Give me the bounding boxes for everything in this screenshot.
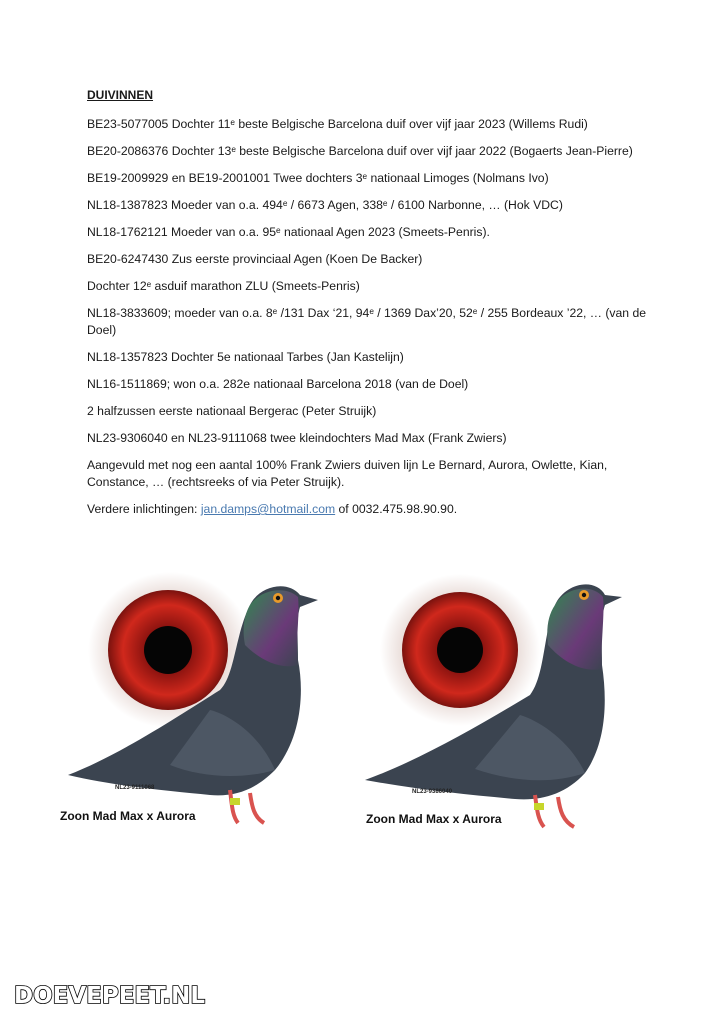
pedigree-entry: Aangevuld met nog een aantal 100% Frank Zwiers duiven lijn Le Bernard, Aurora, Owlette, Kian, Constance, … (rechtsreeks of via Peter Struijk). [87,458,608,489]
site-watermark: DOEVEPEET.NL [14,983,205,1009]
photo-caption: Zoon Mad Max x Aurora [366,812,502,826]
document-body [87,88,647,518]
pedigree-entry: BE23-5077005 Dochter 11ᵉ beste Belgische Barcelona duif over vijf jaar 2023 (Willems Rudi) [87,117,588,131]
pedigree-entry: NL18-1387823 Moeder van o.a. 494ᵉ / 6673 Agen, 338ᵉ / 6100 Narbonne, … (Hok VDC) [87,198,563,212]
pigeon-photo-2 [360,565,640,840]
pedigree-entry: NL18-1762121 Moeder van o.a. 95ᵉ nationaal Agen 2023 (Smeets-Penris). [87,225,490,239]
pedigree-list [87,116,647,491]
pedigree-entry: BE19-2009929 en BE19-2001001 Twee dochters 3ᵉ nationaal Limoges (Nolmans Ivo) [87,171,549,185]
pedigree-entry: NL18-3833609; moeder van o.a. 8ᵉ /131 Dax ‘21, 94ᵉ / 1369 Dax’20, 52ᵉ / 255 Bordeaux ’22, … (van de Doel) [87,306,647,337]
band-number-label: NL23-9386040 [412,789,453,795]
pedigree-entry: NL18-1357823 Dochter 5e nationaal Tarbes (Jan Kastelijn) [87,350,404,364]
pigeon-photo-1 [60,565,330,835]
pedigree-entry: Dochter 12ᵉ asduif marathon ZLU (Smeets-Penris) [87,279,360,293]
contact-line [87,501,647,518]
pigeon-illustration [60,565,330,835]
email-link[interactable]: jan.damps@hotmail.com [200,502,336,516]
pedigree-entry: NL23-9306040 en NL23-9111068 twee kleindochters Mad Max (Frank Zwiers) [87,431,507,445]
contact-prefix: Verdere inlichtingen: [87,502,201,516]
photo-caption: Zoon Mad Max x Aurora [60,809,196,823]
contact-phone: of 0032.475.98.90.90. [335,502,458,516]
pedigree-entry: NL16-1511869; won o.a. 282e nationaal Barcelona 2018 (van de Doel) [87,377,469,391]
section-heading: DUIVINNEN [87,88,154,102]
band-number-label: NL23-9111068 [115,785,155,791]
pedigree-entry: BE20-2086376 Dochter 13ᵉ beste Belgische Barcelona duif over vijf jaar 2022 (Bogaerts Jean-Pierre) [87,144,633,158]
pedigree-entry: BE20-6247430 Zus eerste provinciaal Agen (Koen De Backer) [87,252,423,266]
pedigree-entry: 2 halfzussen eerste nationaal Bergerac (Peter Struijk) [87,404,377,418]
pigeon-illustration [360,565,640,840]
